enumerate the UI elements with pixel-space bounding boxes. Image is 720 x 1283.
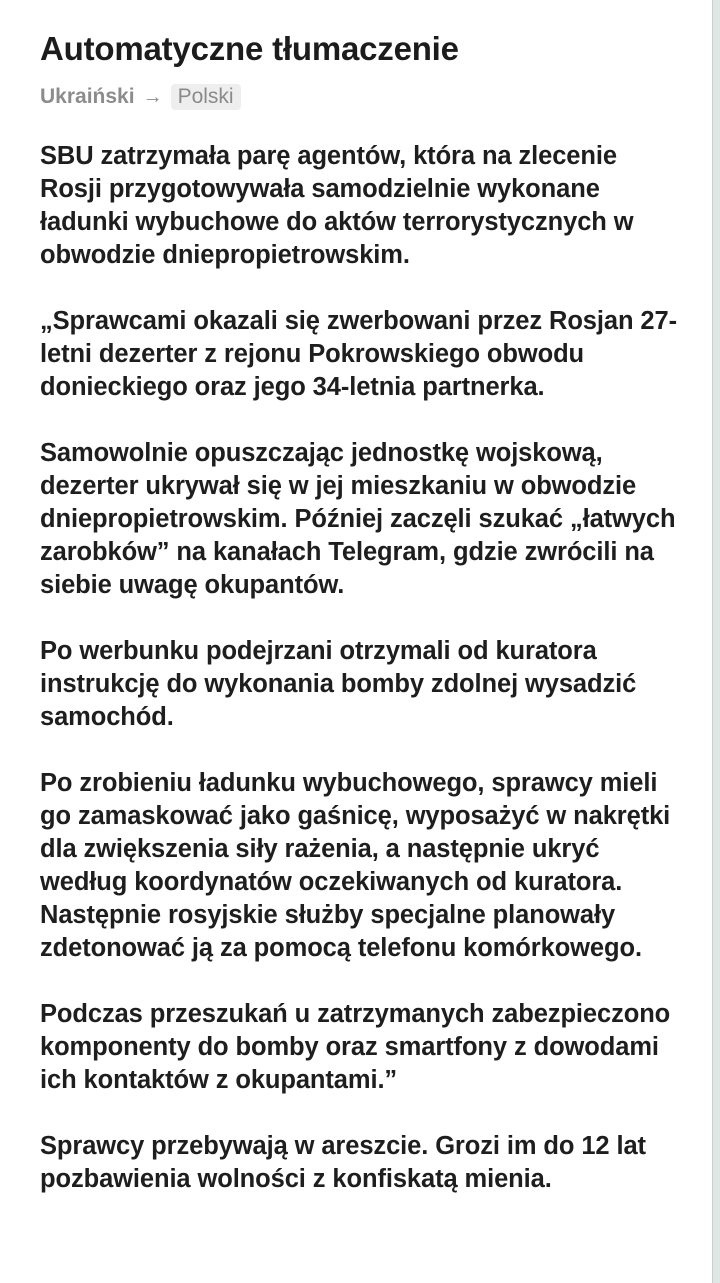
- paragraph: Podczas przeszukań u zatrzymanych zabezpieczono komponenty do bomby oraz smartfony z dowodami ich kontaktów z okupantami.”: [40, 1000, 671, 1094]
- paragraph: Po werbunku podejrzani otrzymali od kuratora instrukcję do wykonania bomby zdolnej wysadzić samochód.: [40, 637, 637, 731]
- sheet-edge: [712, 0, 720, 1283]
- paragraph: Samowolnie opuszczając jednostkę wojskową, dezerter ukrywał się w jej mieszkaniu w obwodzie dniepropietrowskim. Później zaczęli szukać „łatwych zarobków” na kanałach Telegram, gdzie zwrócili na siebie uwagę okupantów.: [40, 439, 676, 599]
- arrow-right-icon: →: [142, 85, 163, 108]
- source-language[interactable]: Ukraiński: [40, 85, 135, 108]
- translation-content: [40, 26, 680, 1229]
- paragraph: SBU zatrzymała parę agentów, która na zlecenie Rosji przygotowywała samodzielnie wykonane ładunki wybuchowe do aktów terrorystycznych w obwodzie dniepropietrowskim.: [40, 142, 634, 269]
- paragraph: Sprawcy przebywają w areszcie. Grozi im do 12 lat pozbawienia wolności z konfiskatą mienia.: [40, 1132, 646, 1193]
- page-title: Automatyczne tłumaczenie: [40, 30, 459, 67]
- paragraph: Po zrobieniu ładunku wybuchowego, sprawcy mieli go zamaskować jako gaśnicę, wyposażyć w nakrętki dla zwiększenia siły rażenia, a następnie ukryć według koordynatów oczekiwanych od kuratora. Następnie rosyjskie służby specjalne planowały zdetonować ją za pomocą telefonu komórkowego.: [40, 769, 671, 962]
- paragraph: „Sprawcami okazali się zwerbowani przez Rosjan 27-letni dezerter z rejonu Pokrowskiego obwodu donieckiego oraz jego 34-letnia partnerka.: [40, 307, 677, 401]
- target-language-button[interactable]: Polski: [171, 84, 241, 110]
- translated-text: [40, 140, 680, 1196]
- language-pair: [40, 82, 680, 112]
